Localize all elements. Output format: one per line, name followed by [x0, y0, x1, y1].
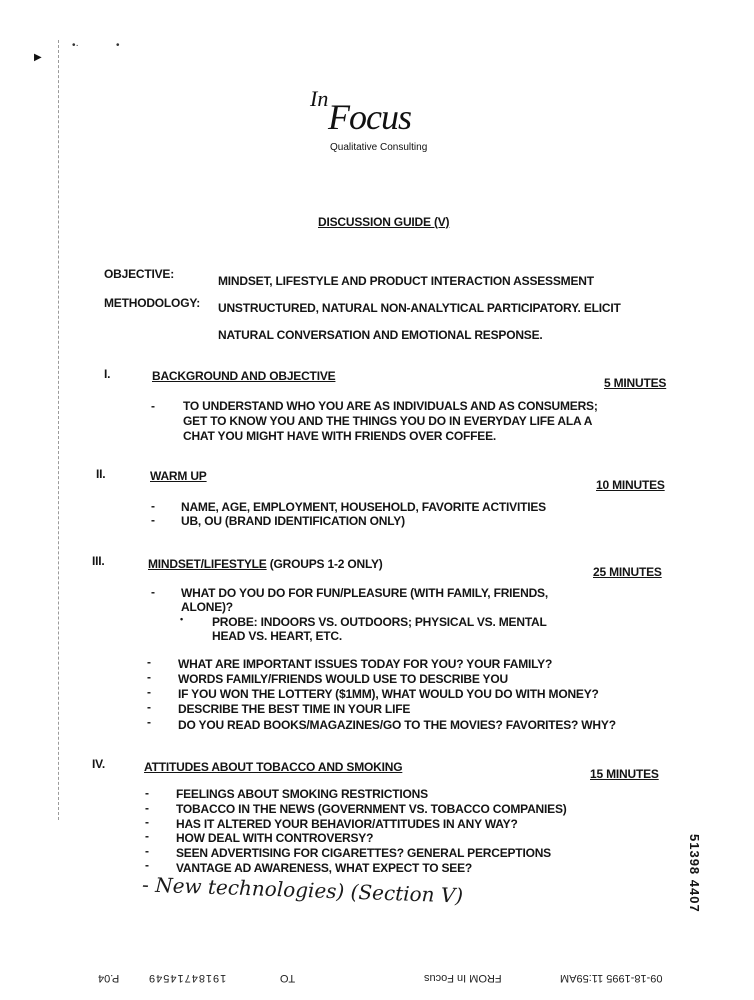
- section-4-item: TOBACCO IN THE NEWS (GOVERNMENT VS. TOBACCO COMPANIES): [176, 802, 567, 816]
- section-3-question-line: ALONE)?: [181, 600, 233, 614]
- section-4-item: HAS IT ALTERED YOUR BEHAVIOR/ATTITUDES IN ANY WAY?: [176, 817, 518, 831]
- section-4-time: 15 MINUTES: [590, 767, 659, 781]
- section-1-bullet-line: CHAT YOU MIGHT HAVE WITH FRIENDS OVER COFFEE.: [183, 429, 497, 443]
- section-2-numeral: II.: [96, 467, 106, 481]
- section-2-heading: WARM UP: [150, 469, 207, 483]
- bullet-dash: -: [145, 801, 149, 815]
- fax-footer-page: P.04: [98, 972, 120, 984]
- section-2-item: UB, OU (BRAND IDENTIFICATION ONLY): [181, 514, 405, 528]
- bullet-dash: -: [145, 786, 149, 800]
- section-3-heading: MINDSET/LIFESTYLE: [148, 557, 267, 571]
- bullet-dash: -: [151, 499, 155, 513]
- bullet-dash: -: [151, 513, 155, 527]
- bullet-dash: -: [147, 670, 151, 684]
- objective-value: MINDSET, LIFESTYLE AND PRODUCT INTERACTION ASSESSMENT: [218, 274, 594, 288]
- fax-footer-from: FROM In Focus: [424, 972, 502, 984]
- scan-speck: •: [116, 40, 120, 51]
- bullet-dash: -: [147, 685, 151, 699]
- section-1-time: 5 MINUTES: [604, 376, 667, 390]
- section-3-question-line: WHAT DO YOU DO FOR FUN/PLEASURE (WITH FAMILY, FRIENDS,: [181, 586, 548, 600]
- section-3-probe-line: PROBE: INDOORS VS. OUTDOORS; PHYSICAL VS. MENTAL: [212, 615, 547, 629]
- handwritten-note: - New technologies) (Section V): [141, 872, 464, 908]
- section-4-item: FEELINGS ABOUT SMOKING RESTRICTIONS: [176, 787, 428, 801]
- bullet-dash: -: [145, 815, 149, 829]
- section-4-numeral: IV.: [92, 757, 105, 771]
- section-3-probe-line: HEAD VS. HEART, ETC.: [212, 629, 343, 643]
- section-3-item: WORDS FAMILY/FRIENDS WOULD USE TO DESCRIBE YOU: [178, 672, 508, 686]
- logo-brand: Focus: [328, 97, 411, 137]
- section-3-numeral: III.: [92, 554, 105, 568]
- section-4-item: HOW DEAL WITH CONTROVERSY?: [176, 831, 374, 845]
- section-1-heading: BACKGROUND AND OBJECTIVE: [152, 369, 336, 383]
- section-1-numeral: I.: [104, 367, 111, 381]
- section-2-time: 10 MINUTES: [596, 478, 665, 492]
- bullet-dash: -: [147, 655, 151, 669]
- section-1-bullet-line: TO UNDERSTAND WHO YOU ARE AS INDIVIDUALS AND AS CONSUMERS;: [183, 399, 598, 413]
- bullet-dash: -: [151, 585, 155, 599]
- bullet-dash: -: [145, 829, 149, 843]
- margin-arrow-mark: ▶: [34, 52, 42, 63]
- section-2-item: NAME, AGE, EMPLOYMENT, HOUSEHOLD, FAVORITE ACTIVITIES: [181, 500, 546, 514]
- methodology-line-1: UNSTRUCTURED, NATURAL NON-ANALYTICAL PARTICIPATORY. ELICIT: [218, 301, 621, 315]
- bullet-dash: -: [147, 715, 151, 729]
- bullet-dash: -: [145, 858, 149, 872]
- section-3-item: WHAT ARE IMPORTANT ISSUES TODAY FOR YOU? YOUR FAMILY?: [178, 657, 553, 671]
- section-3-item: DESCRIBE THE BEST TIME IN YOUR LIFE: [178, 702, 411, 716]
- section-3-heading-note: (GROUPS 1-2 ONLY): [266, 557, 383, 571]
- section-4-heading: ATTITUDES ABOUT TOBACCO AND SMOKING: [144, 760, 403, 774]
- left-margin-binding-line: [58, 40, 60, 820]
- document-title: DISCUSSION GUIDE (V): [318, 215, 450, 229]
- bullet-dot: •: [180, 614, 184, 624]
- logo-tagline: Qualitative Consulting: [330, 142, 428, 153]
- bullet-dash: -: [145, 844, 149, 858]
- fax-footer-number: 19184714549: [148, 972, 227, 984]
- section-3-time: 25 MINUTES: [593, 565, 662, 579]
- section-3-item: DO YOU READ BOOKS/MAGAZINES/GO TO THE MOVIES? FAVORITES? WHY?: [178, 718, 616, 732]
- logo-script-in: In: [310, 86, 329, 111]
- bullet-dash: -: [151, 399, 155, 413]
- fax-footer-date: 09-18-1995 11:59AM: [560, 972, 663, 984]
- section-3-item: IF YOU WON THE LOTTERY ($1MM), WHAT WOULD YOU DO WITH MONEY?: [178, 687, 599, 701]
- methodology-line-2: NATURAL CONVERSATION AND EMOTIONAL RESPONSE.: [218, 328, 543, 342]
- section-4-item: SEEN ADVERTISING FOR CIGARETTES? GENERAL PERCEPTIONS: [176, 846, 551, 860]
- section-4-item: VANTAGE AD AWARENESS, WHAT EXPECT TO SEE?: [176, 861, 473, 875]
- bullet-dash: -: [147, 700, 151, 714]
- fax-footer-to: TO: [280, 972, 296, 984]
- objective-label: OBJECTIVE:: [104, 267, 175, 281]
- section-3-heading-row: [148, 557, 383, 571]
- scan-speck: •·: [72, 40, 79, 51]
- vertical-document-number: 51398 4407: [687, 834, 702, 913]
- section-1-bullet-line: GET TO KNOW YOU AND THE THINGS YOU DO IN EVERYDAY LIFE ALA A: [183, 414, 593, 428]
- methodology-label: METHODOLOGY:: [104, 296, 201, 310]
